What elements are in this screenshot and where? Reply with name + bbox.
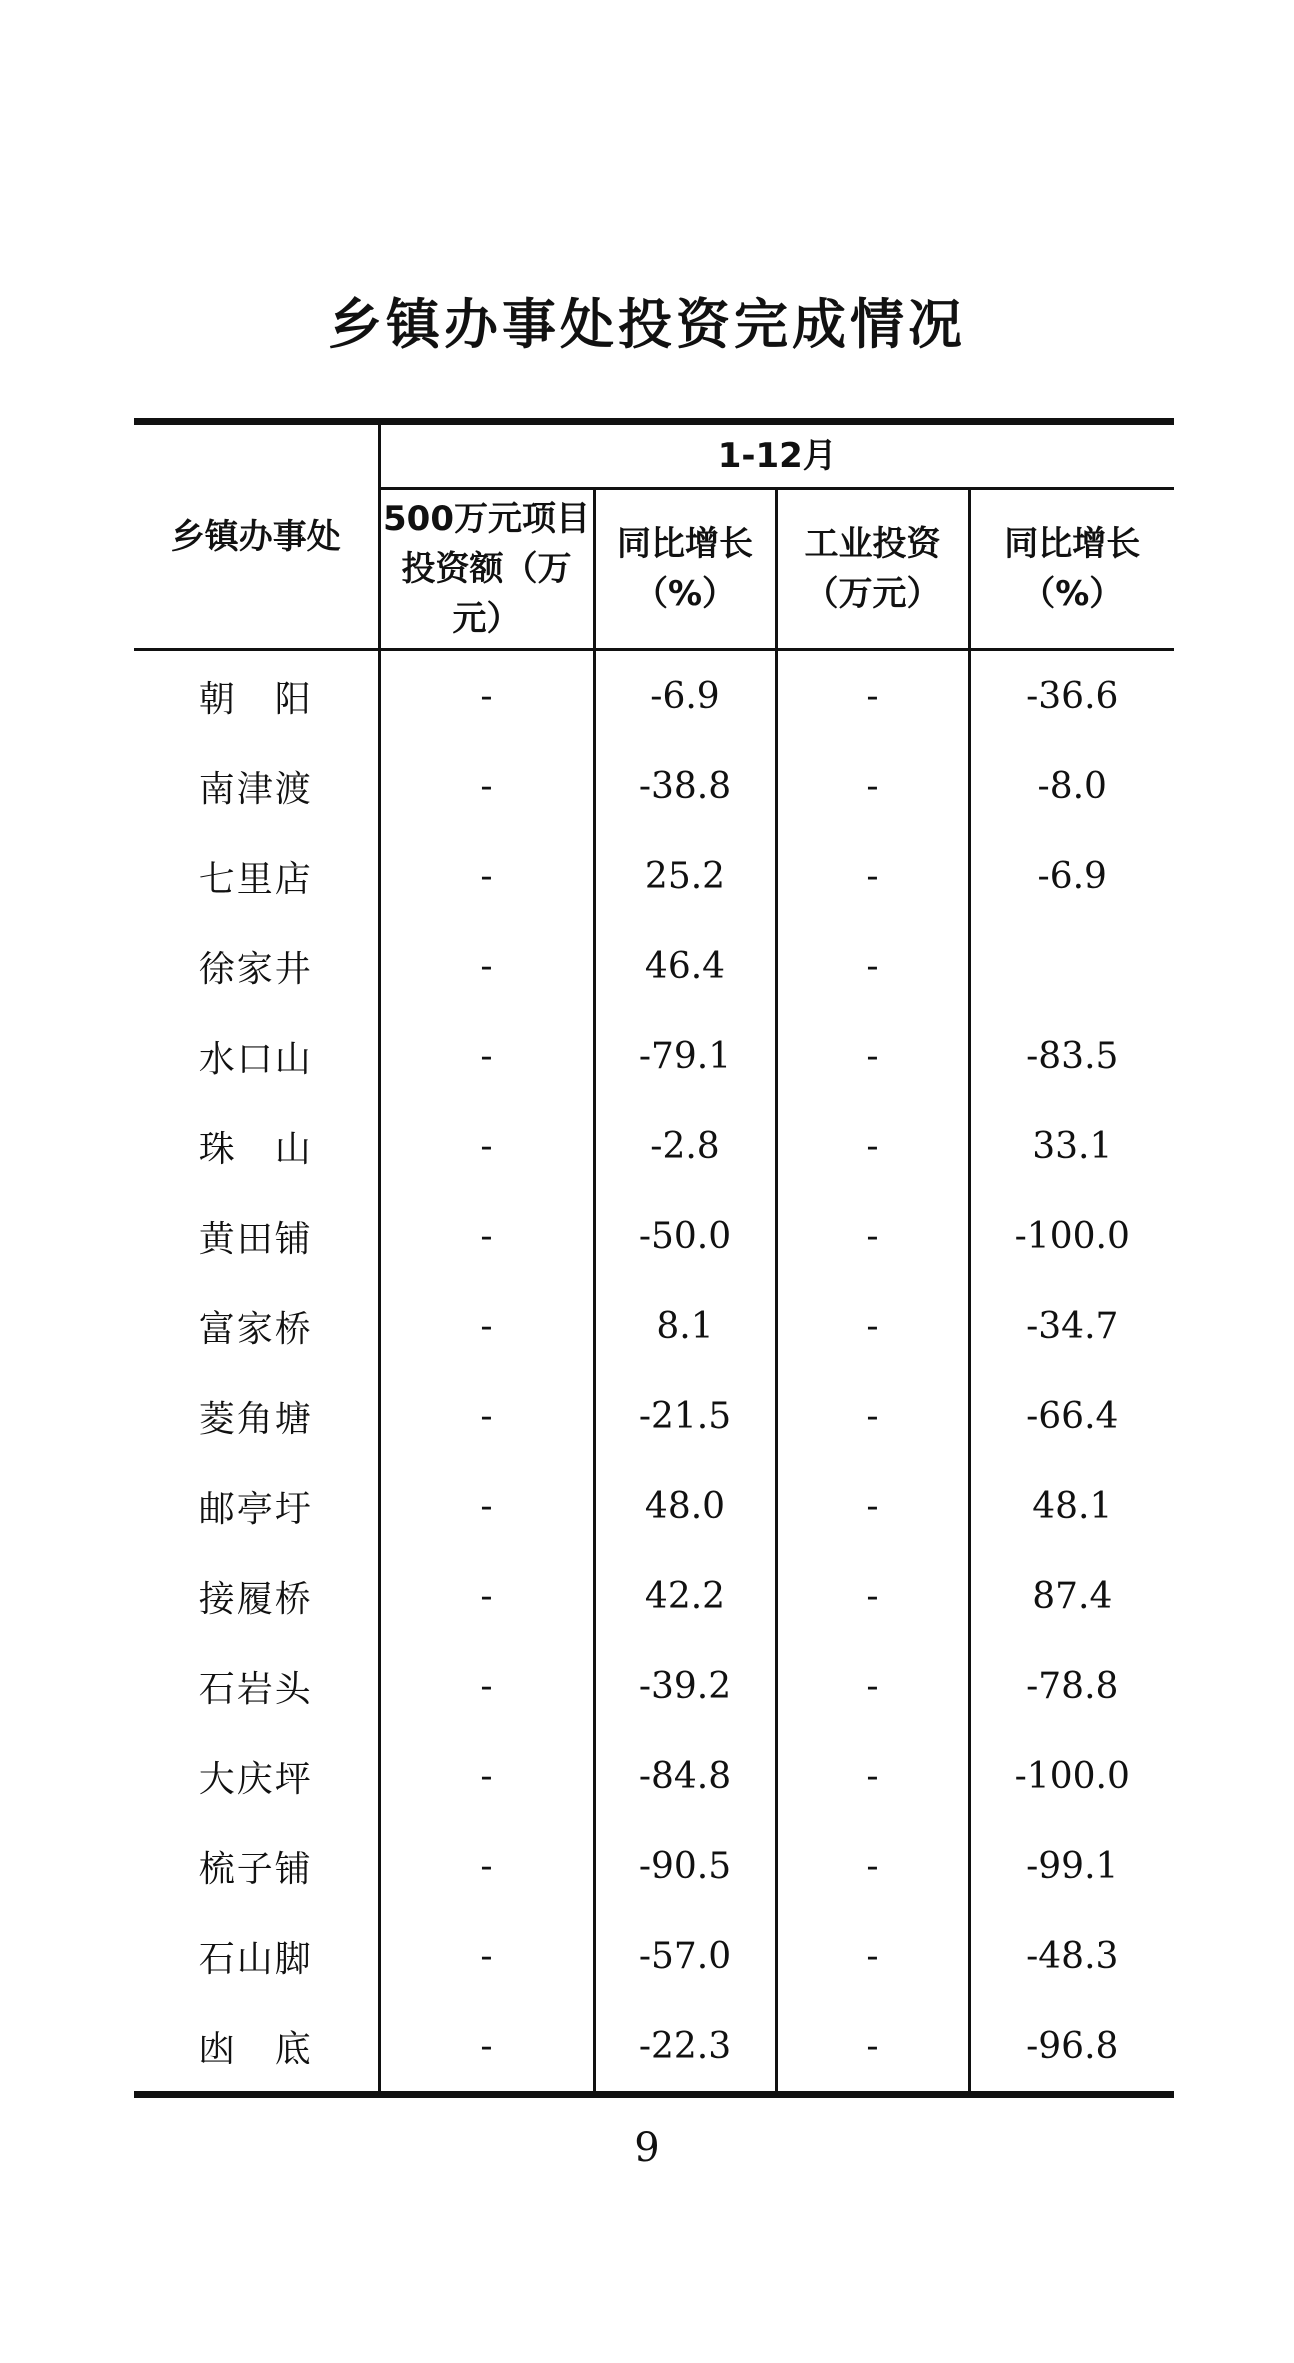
table-row bbox=[134, 1011, 1174, 1101]
table-row bbox=[134, 1281, 1174, 1371]
value-cell: - bbox=[379, 1641, 594, 1731]
value-cell: -36.6 bbox=[969, 650, 1174, 742]
value-cell: - bbox=[776, 1641, 969, 1731]
value-cell: - bbox=[379, 831, 594, 921]
column-header: 工业投资（万元） bbox=[776, 489, 969, 650]
township-name-cell: 水口山 bbox=[198, 1038, 313, 1080]
column-header: 同比增长（%） bbox=[969, 489, 1174, 650]
township-name-cell: 南津渡 bbox=[198, 768, 313, 810]
table-row bbox=[134, 1461, 1174, 1551]
value-cell: - bbox=[379, 1461, 594, 1551]
table-row bbox=[134, 650, 1174, 742]
value-cell: - bbox=[776, 2001, 969, 2095]
table-row bbox=[134, 741, 1174, 831]
township-name-cell: 接履桥 bbox=[198, 1578, 313, 1620]
value-cell: - bbox=[379, 1551, 594, 1641]
column-header: 500万元项目投资额（万元） bbox=[379, 489, 594, 650]
value-cell: - bbox=[379, 1191, 594, 1281]
value-cell: -83.5 bbox=[969, 1011, 1174, 1101]
value-cell: - bbox=[776, 1461, 969, 1551]
value-cell: - bbox=[379, 921, 594, 1011]
value-cell bbox=[969, 921, 1174, 1011]
value-cell: - bbox=[776, 1191, 969, 1281]
value-cell: - bbox=[379, 1101, 594, 1191]
value-cell: -66.4 bbox=[969, 1371, 1174, 1461]
page-title: 乡镇办事处投资完成情况 bbox=[328, 293, 966, 356]
row-header: 乡镇办事处 bbox=[134, 422, 379, 650]
value-cell: - bbox=[776, 1821, 969, 1911]
value-cell: -34.7 bbox=[969, 1281, 1174, 1371]
value-cell: 48.1 bbox=[969, 1461, 1174, 1551]
value-cell: -50.0 bbox=[594, 1191, 776, 1281]
township-name-cell: 徐家井 bbox=[198, 948, 313, 990]
value-cell: -6.9 bbox=[594, 650, 776, 742]
table-row bbox=[134, 1731, 1174, 1821]
township-name-cell: 菱角塘 bbox=[198, 1398, 313, 1440]
township-name-cell: 梳子铺 bbox=[198, 1848, 313, 1890]
table-row bbox=[134, 1911, 1174, 2001]
value-cell: -8.0 bbox=[969, 741, 1174, 831]
value-cell: -57.0 bbox=[594, 1911, 776, 2001]
table-row bbox=[134, 1641, 1174, 1731]
value-cell: -79.1 bbox=[594, 1011, 776, 1101]
value-cell: -78.8 bbox=[969, 1641, 1174, 1731]
table-row bbox=[134, 1821, 1174, 1911]
table-row bbox=[134, 1191, 1174, 1281]
value-cell: - bbox=[379, 1731, 594, 1821]
value-cell: - bbox=[379, 1821, 594, 1911]
value-cell: - bbox=[379, 1281, 594, 1371]
value-cell: - bbox=[776, 1281, 969, 1371]
value-cell: 8.1 bbox=[594, 1281, 776, 1371]
value-cell: - bbox=[379, 1011, 594, 1101]
value-cell: -99.1 bbox=[969, 1821, 1174, 1911]
value-cell: - bbox=[379, 1911, 594, 2001]
value-cell: -48.3 bbox=[969, 1911, 1174, 2001]
value-cell: -38.8 bbox=[594, 741, 776, 831]
value-cell: - bbox=[379, 650, 594, 742]
township-name-cell: 凼 底 bbox=[134, 2001, 379, 2095]
township-name-cell: 大庆坪 bbox=[198, 1758, 313, 1800]
period-header: 1-12月 bbox=[379, 422, 1174, 489]
value-cell: -84.8 bbox=[594, 1731, 776, 1821]
value-cell: - bbox=[776, 1011, 969, 1101]
table-row bbox=[134, 1371, 1174, 1461]
township-name-cell: 珠 山 bbox=[198, 1128, 313, 1170]
township-name-cell: 黄田铺 bbox=[198, 1218, 313, 1260]
township-name-cell: 石山脚 bbox=[198, 1938, 313, 1980]
value-cell: -22.3 bbox=[594, 2001, 776, 2095]
value-cell: - bbox=[379, 741, 594, 831]
value-cell: - bbox=[776, 741, 969, 831]
value-cell: - bbox=[776, 831, 969, 921]
township-name-cell: 石岩头 bbox=[198, 1668, 313, 1710]
value-cell: - bbox=[776, 1731, 969, 1821]
township-name-cell: 七里店 bbox=[198, 858, 313, 900]
township-name-cell: 邮亭圩 bbox=[198, 1488, 313, 1530]
value-cell: - bbox=[379, 1371, 594, 1461]
value-cell: -2.8 bbox=[594, 1101, 776, 1191]
value-cell: 25.2 bbox=[594, 831, 776, 921]
table-row bbox=[134, 921, 1174, 1011]
table-row bbox=[134, 1551, 1174, 1641]
value-cell: - bbox=[776, 1551, 969, 1641]
investment-table bbox=[134, 418, 1174, 2098]
value-cell: - bbox=[379, 2001, 594, 2095]
table-body bbox=[134, 650, 1174, 2095]
value-cell: 87.4 bbox=[969, 1551, 1174, 1641]
table-row bbox=[134, 2001, 1174, 2095]
value-cell: - bbox=[776, 921, 969, 1011]
value-cell: 33.1 bbox=[969, 1101, 1174, 1191]
township-name-cell: 富家桥 bbox=[198, 1308, 313, 1350]
table-row bbox=[134, 831, 1174, 921]
value-cell: -6.9 bbox=[969, 831, 1174, 921]
column-header: 同比增长（%） bbox=[594, 489, 776, 650]
value-cell: - bbox=[776, 1911, 969, 2001]
value-cell: -39.2 bbox=[594, 1641, 776, 1731]
value-cell: - bbox=[776, 1371, 969, 1461]
value-cell: - bbox=[776, 1101, 969, 1191]
value-cell: -96.8 bbox=[969, 2001, 1174, 2095]
table-row bbox=[134, 1101, 1174, 1191]
value-cell: - bbox=[776, 650, 969, 742]
page-number: 9 bbox=[634, 2125, 660, 2171]
value-cell: -21.5 bbox=[594, 1371, 776, 1461]
township-name-cell: 朝 阳 bbox=[198, 678, 313, 720]
value-cell: 46.4 bbox=[594, 921, 776, 1011]
value-cell: -100.0 bbox=[969, 1191, 1174, 1281]
value-cell: 48.0 bbox=[594, 1461, 776, 1551]
value-cell: -100.0 bbox=[969, 1731, 1174, 1821]
value-cell: -90.5 bbox=[594, 1821, 776, 1911]
value-cell: 42.2 bbox=[594, 1551, 776, 1641]
